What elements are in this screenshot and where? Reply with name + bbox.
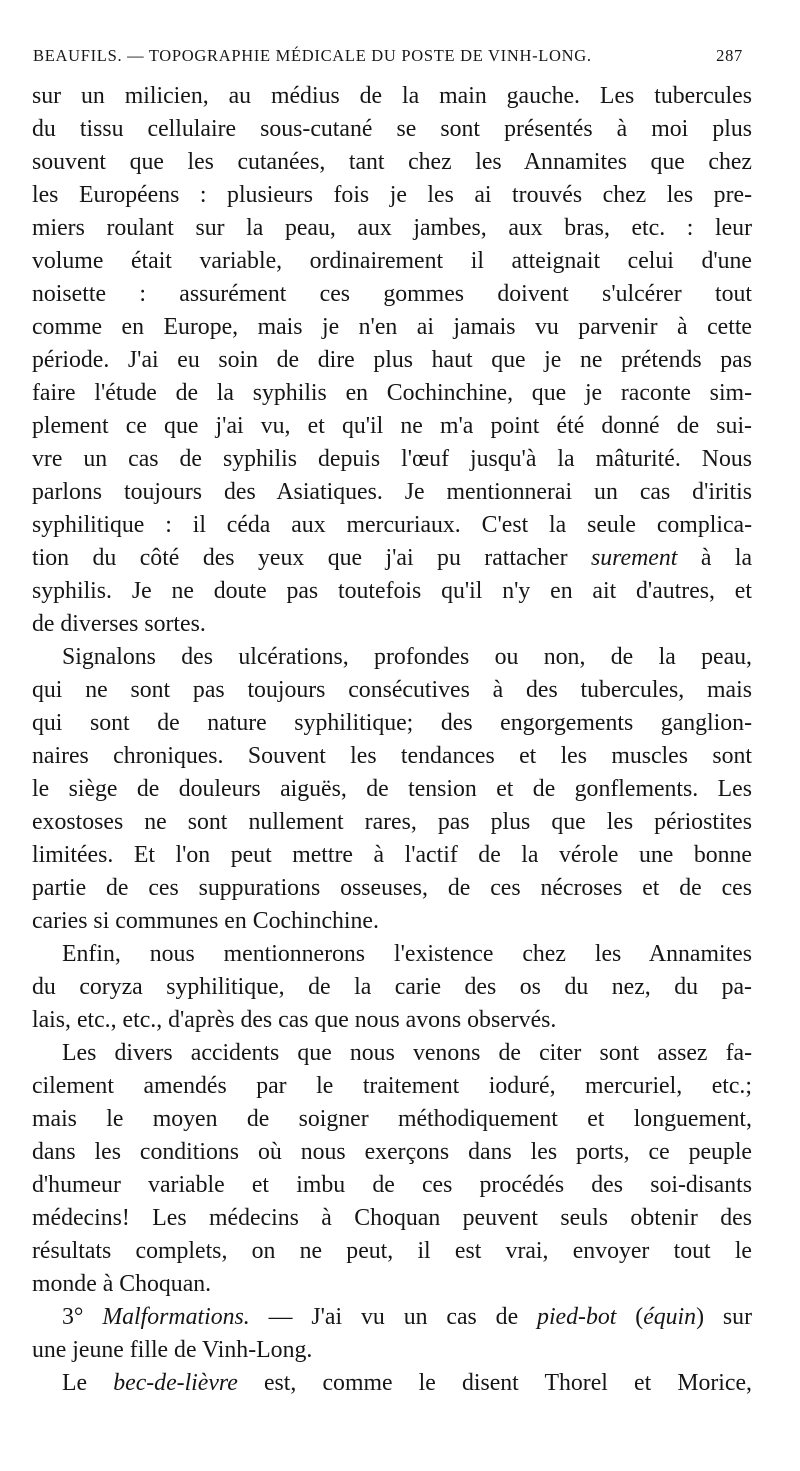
text-line: plement ce que j'ai vu, et qu'il ne m'a point été donné de sui- [32, 413, 752, 439]
text-line [62, 1301, 752, 1333]
text-line: lais, etc., etc., d'après des cas que nous avons observés. [32, 1007, 557, 1033]
page-number: 287 [716, 46, 743, 65]
text-span: ( [616, 1304, 644, 1330]
text-line: d'humeur variable et imbu de ces procédés des soi-disants [32, 1172, 752, 1198]
section-number: 3° [62, 1304, 103, 1330]
text-line: Signalons des ulcérations, profondes ou non, de la peau, [62, 644, 752, 670]
emphasis-text: équin [643, 1304, 697, 1330]
text-line: de diverses sortes. [32, 611, 206, 637]
text-span: tion du côté des yeux que j'ai pu rattacher [32, 545, 591, 571]
text-line: vre un cas de syphilis depuis l'œuf jusqu'à la mâturité. Nous [32, 446, 752, 472]
text-span: — J'ai vu un cas de [249, 1304, 538, 1330]
section-heading: Malformations. [102, 1304, 250, 1330]
text-line: faire l'étude de la syphilis en Cochinchine, que je raconte sim- [32, 380, 752, 406]
text-line: volume était variable, ordinairement il atteignait celui d'une [32, 248, 752, 274]
text-line: les Européens : plusieurs fois je les ai trouvés chez les pre- [32, 182, 752, 208]
text-span: ) sur [696, 1304, 752, 1330]
text-line: mais le moyen de soigner méthodiquement et longuement, [32, 1106, 752, 1132]
text-line: parlons toujours des Asiatiques. Je mentionnerai un cas d'iritis [32, 479, 752, 505]
text-line: du coryza syphilitique, de la carie des os du nez, du pa- [32, 974, 752, 1000]
text-line: exostoses ne sont nullement rares, pas plus que les périostites [32, 809, 752, 835]
text-line: syphilis. Je ne doute pas toutefois qu'il n'y en ait d'autres, et [32, 578, 752, 604]
running-header [33, 46, 743, 74]
text-line: médecins! Les médecins à Choquan peuvent seuls obtenir des [32, 1205, 752, 1231]
text-line: qui ne sont pas toujours consécutives à des tubercules, mais [32, 677, 752, 703]
text-line: qui sont de nature syphilitique; des engorgements ganglion- [32, 710, 752, 736]
text-line [62, 1367, 752, 1399]
text-line: syphilitique : il céda aux mercuriaux. C'est la seule complica- [32, 512, 752, 538]
emphasis-text: bec-de-lièvre [113, 1370, 238, 1396]
text-line: résultats complets, on ne peut, il est vrai, envoyer tout le [32, 1238, 752, 1264]
text-line: souvent que les cutanées, tant chez les Annamites que chez [32, 149, 752, 175]
text-line: miers roulant sur la peau, aux jambes, aux bras, etc. : leur [32, 215, 752, 241]
text-line: du tissu cellulaire sous-cutané se sont présentés à moi plus [32, 116, 752, 142]
text-span: Le [62, 1370, 114, 1396]
text-line: le siège de douleurs aiguës, de tension et de gonflements. Les [32, 776, 752, 802]
emphasis-text: surement [591, 545, 678, 571]
text-line: monde à Choquan. [32, 1271, 212, 1297]
text-line [32, 542, 752, 574]
emphasis-text: pied-bot [537, 1304, 617, 1330]
text-span: est, comme le disent Thorel et Morice, [237, 1370, 752, 1396]
text-line: dans les conditions où nous exerçons dans les ports, ce peuple [32, 1139, 752, 1165]
text-line: Enfin, nous mentionnerons l'existence chez les Annamites [62, 941, 752, 967]
running-title: BEAUFILS. — TOPOGRAPHIE MÉDICALE DU POSTE DE VINH-LONG. [33, 46, 592, 65]
text-line: caries si communes en Cochinchine. [32, 908, 379, 934]
text-line: Les divers accidents que nous venons de citer sont assez fa- [62, 1040, 752, 1066]
text-line: une jeune fille de Vinh-Long. [32, 1337, 313, 1363]
text-line: naires chroniques. Souvent les tendances et les muscles sont [32, 743, 752, 769]
text-line: comme en Europe, mais je n'en ai jamais vu parvenir à cette [32, 314, 752, 340]
text-line: limitées. Et l'on peut mettre à l'actif de la vérole une bonne [32, 842, 752, 868]
text-span: à la [677, 545, 753, 571]
text-line: période. J'ai eu soin de dire plus haut que je ne prétends pas [32, 347, 752, 373]
text-line: cilement amendés par le traitement ioduré, mercuriel, etc.; [32, 1073, 752, 1099]
text-line: partie de ces suppurations osseuses, de ces nécroses et de ces [32, 875, 752, 901]
text-line: sur un milicien, au médius de la main gauche. Les tubercules [32, 83, 752, 109]
text-line: noisette : assurément ces gommes doivent s'ulcérer tout [32, 281, 752, 307]
